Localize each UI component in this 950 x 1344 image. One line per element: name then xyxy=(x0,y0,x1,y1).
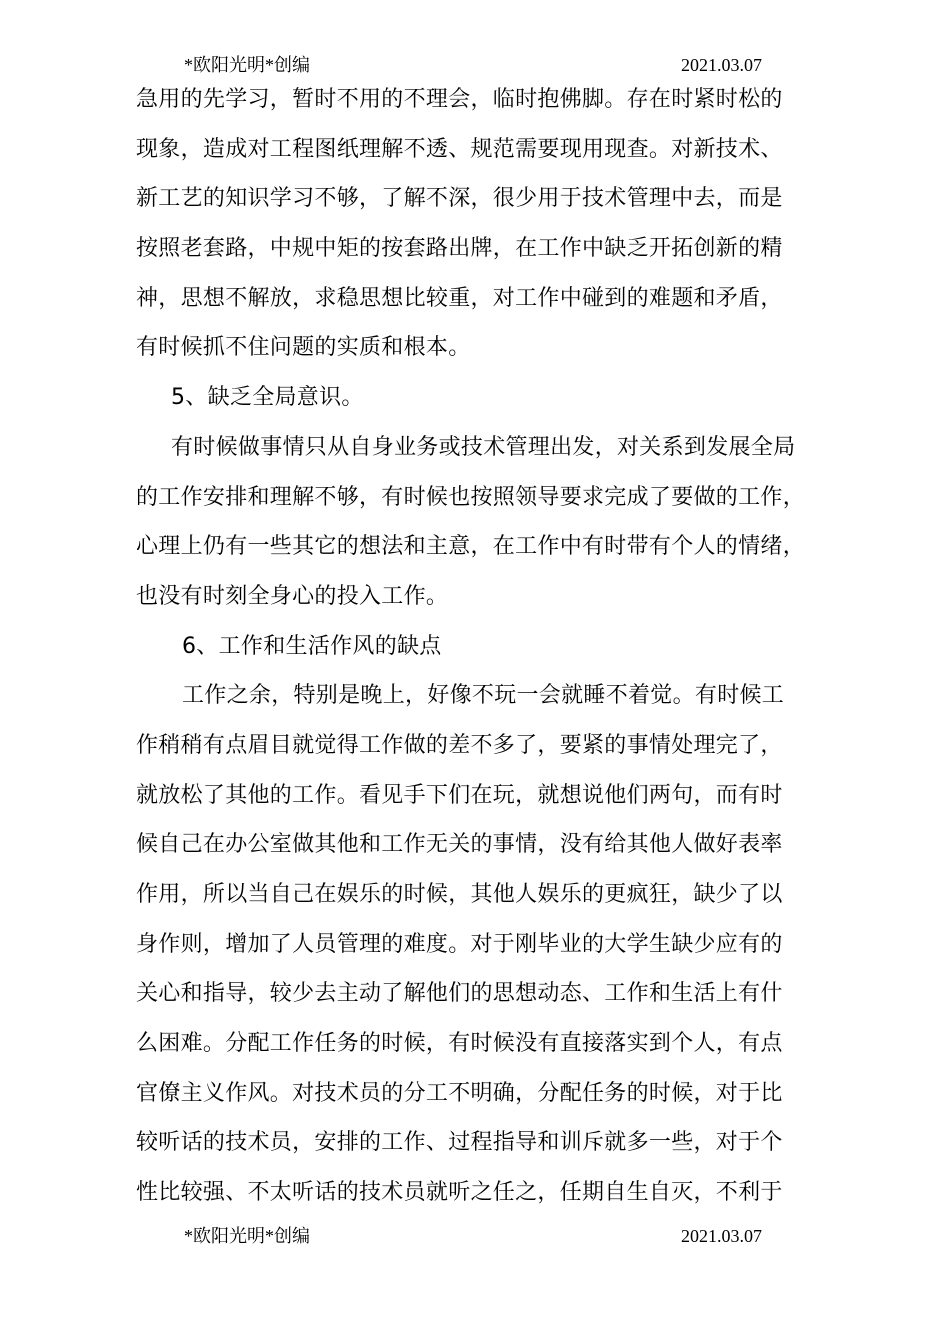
header-author: *欧阳光明*创编 xyxy=(184,55,310,75)
body-line: 急用的先学习，暂时不用的不理会，临时抱佛脚。存在时紧时松的 xyxy=(136,87,783,112)
body-line: 按照老套路，中规中矩的按套路出牌，在工作中缺乏开拓创新的精 xyxy=(136,236,783,262)
body-line: 性比较强、不太听话的技术员就听之任之，任期自生自灭，不利于 xyxy=(136,1180,783,1206)
body-line: 较听话的技术员，安排的工作、过程指导和训斥就多一些，对于个 xyxy=(136,1130,783,1156)
footer-author: *欧阳光明*创编 xyxy=(184,1226,310,1246)
document-body xyxy=(136,75,816,1218)
body-line: 作稍稍有点眉目就觉得工作做的差不多了，要紧的事情处理完了， xyxy=(136,732,783,758)
paragraph-first-line: 有时候做事情只从自身业务或技术管理出发，对关系到发展全局 xyxy=(171,434,796,460)
paragraph-first-line: 工作之余，特别是晚上，好像不玩一会就睡不着觉。有时候工 xyxy=(182,683,785,709)
section-heading: 6、工作和生活作风的缺点 xyxy=(182,633,442,659)
body-line: 的工作安排和理解不够，有时候也按照领导要求完成了要做的工作， xyxy=(136,484,806,510)
body-line: 作用，所以当自己在娱乐的时候，其他人娱乐的更疯狂，缺少了以 xyxy=(136,882,783,907)
body-line: 身作则，增加了人员管理的难度。对于刚毕业的大学生缺少应有的 xyxy=(136,931,783,957)
footer-date: 2021.03.07 xyxy=(681,1226,762,1246)
header-date: 2021.03.07 xyxy=(681,55,762,75)
body-line: 候自己在办公室做其他和工作无关的事情，没有给其他人做好表率 xyxy=(136,832,783,858)
body-line: 关心和指导，较少去主动了解他们的思想动态、工作和生活上有什 xyxy=(136,981,783,1007)
body-line: 心理上仍有一些其它的想法和主意，在工作中有时带有个人的情绪， xyxy=(136,534,806,560)
body-line: 新工艺的知识学习不够，了解不深，很少用于技术管理中去，而是 xyxy=(136,186,783,212)
body-line: 么困难。分配工作任务的时候，有时候没有直接落实到个人，有点 xyxy=(136,1031,783,1057)
body-line: 神，思想不解放，求稳思想比较重，对工作中碰到的难题和矛盾， xyxy=(136,285,783,311)
body-line: 有时候抓不住问题的实质和根本。 xyxy=(136,335,471,361)
body-line: 就放松了其他的工作。看见手下们在玩，就想说他们两句，而有时 xyxy=(136,782,783,808)
body-line: 官僚主义作风。对技术员的分工不明确，分配任务的时候，对于比 xyxy=(136,1080,783,1106)
body-line: 现象，造成对工程图纸理解不透、规范需要现用现查。对新技术、 xyxy=(136,136,783,162)
section-heading: 5、缺乏全局意识。 xyxy=(171,385,364,411)
body-line: 也没有时刻全身心的投入工作。 xyxy=(136,583,449,609)
